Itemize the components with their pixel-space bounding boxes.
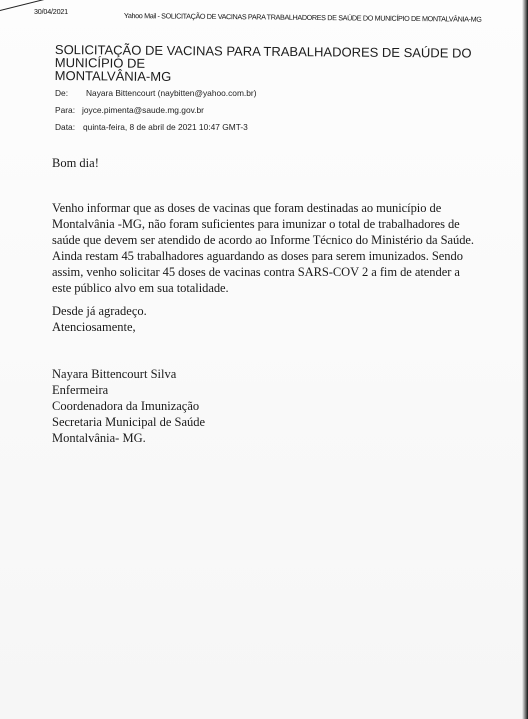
email-closing <box>52 303 147 335</box>
email-to-row <box>55 105 204 115</box>
signature-city: Montalvânia- MG. <box>52 431 146 445</box>
paragraph-line: Montalvânia -MG, não foram suficientes para imunizar o total de trabalhadores de <box>52 217 460 231</box>
scan-edge-shadow <box>522 0 528 719</box>
signature-name: Nayara Bittencourt Silva <box>52 367 177 381</box>
email-subject <box>55 43 505 86</box>
from-value: Nayara Bittencourt (naybitten@yahoo.com.br) <box>86 88 257 98</box>
print-date: 30/04/2021 <box>34 7 68 16</box>
email-greeting: Bom dia! <box>52 156 99 170</box>
closing-regards: Atenciosamente, <box>52 320 136 334</box>
email-body-paragraph <box>52 200 522 296</box>
paragraph-line: Venho informar que as doses de vacinas que foram destinadas ao município de <box>52 201 442 215</box>
from-label: De: <box>55 88 69 98</box>
email-date-row <box>55 122 248 132</box>
paragraph-line: saúde que devem ser atendido de acordo ao Informe Técnico do Ministério da Saúde. <box>52 233 474 247</box>
email-from-row <box>55 88 257 98</box>
paragraph-line: assim, venho solicitar 45 doses de vacinas contra SARS-COV 2 a fim de atender a <box>52 265 460 279</box>
email-subject-line-1: SOLICITAÇÃO DE VACINAS PARA TRABALHADORES DE SAÚDE DO MUNICÍPIO DE <box>54 42 472 71</box>
email-signature <box>52 366 205 446</box>
date-label: Data: <box>55 122 76 132</box>
to-value: joyce.pimenta@saude.mg.gov.br <box>82 105 204 115</box>
signature-position: Coordenadora da Imunização <box>52 399 200 413</box>
paragraph-line: Ainda restam 45 trabalhadores aguardando as doses para serem imunizados. Sendo <box>52 249 463 263</box>
closing-thanks: Desde já agradeço. <box>52 304 147 318</box>
print-header-title: Yahoo Mail - SOLICITAÇÃO DE VACINAS PARA TRABALHADORES DE SAÚDE DO MUNICÍPIO DE MONTALVÂNIA-MG <box>123 11 482 24</box>
email-subject-line-2: MONTALVÂNIA-MG <box>54 67 172 85</box>
signature-department: Secretaria Municipal de Saúde <box>52 415 206 429</box>
print-header <box>0 0 528 24</box>
date-value: quinta-feira, 8 de abril de 2021 10:47 GMT-3 <box>83 122 248 132</box>
signature-role: Enfermeira <box>52 383 109 397</box>
paragraph-line: este público alvo em sua totalidade. <box>52 281 229 295</box>
to-label: Para: <box>55 105 76 115</box>
